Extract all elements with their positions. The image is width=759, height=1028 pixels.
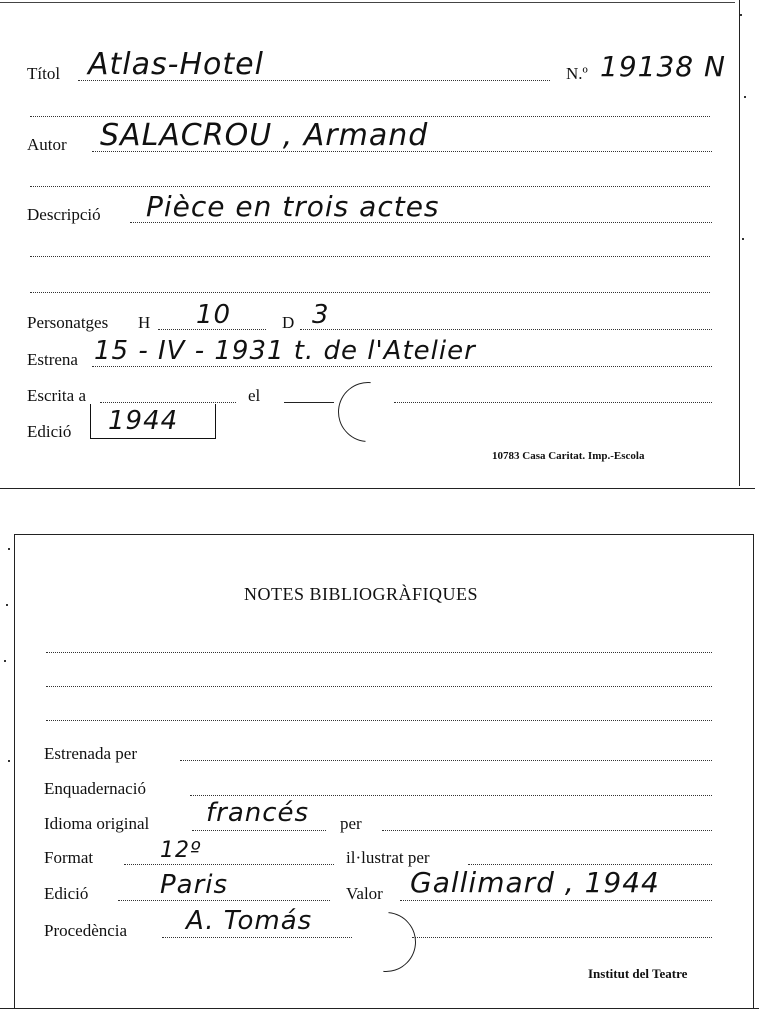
procedencia-value: A. Tomás	[186, 906, 313, 936]
numero-value: 19138 N	[600, 50, 726, 83]
per-label: per	[340, 814, 362, 833]
estrenada-line	[180, 760, 712, 761]
escrita-label: Escrita a	[27, 386, 86, 405]
autor-value: SALACROU , Armand	[100, 118, 429, 153]
estrena-line	[92, 366, 712, 367]
idioma-label: Idioma original	[44, 814, 150, 833]
edge-mark	[744, 96, 746, 98]
notes-heading: NOTES BIBLIOGRÀFIQUES	[244, 584, 479, 604]
card-back-bottom-edge	[0, 1008, 759, 1009]
estrena-label: Estrena	[27, 350, 78, 369]
estrena-value: 15 - IV - 1931 t. de l'Atelier	[94, 336, 476, 366]
titol-value: Atlas-Hotel	[88, 47, 264, 82]
edge-mark	[4, 660, 6, 662]
autor-label: Autor	[27, 135, 67, 154]
d-label: D	[282, 313, 295, 332]
edge-mark	[740, 14, 742, 16]
estrenada-label: Estrenada per	[44, 744, 137, 763]
edge-mark	[8, 548, 10, 550]
edge-mark	[8, 760, 10, 762]
blank-line-2	[30, 186, 710, 187]
format-label: Format	[44, 848, 94, 867]
edicio-label-back: Edició	[44, 884, 89, 903]
institution-name: Institut del Teatre	[588, 966, 688, 981]
numero-label: N.º	[566, 64, 588, 83]
d-value: 3	[312, 300, 330, 330]
personatges-label: Personatges	[27, 313, 109, 332]
enquadernacio-label: Enquadernació	[44, 779, 146, 798]
format-value: 12º	[160, 838, 202, 863]
valor-label: Valor	[346, 884, 383, 903]
descripcio-label: Descripció	[27, 205, 101, 224]
edicio-value-back: Paris	[160, 870, 229, 900]
printer-line: 10783 Casa Caritat. Imp.-Escola	[492, 450, 645, 462]
d-line	[300, 329, 712, 330]
el-label: el	[248, 386, 261, 405]
edicio-value-front: 1944	[108, 406, 179, 436]
edge-mark	[6, 604, 8, 606]
procedencia-label: Procedència	[44, 921, 128, 940]
idioma-value: francés	[206, 798, 310, 828]
blank-line-1	[30, 116, 710, 117]
h-label: H	[138, 313, 151, 332]
edicio-label-front: Edició	[27, 422, 72, 441]
per-line	[382, 830, 712, 831]
blank-line-4	[30, 292, 710, 293]
edicio-line-back	[118, 900, 330, 901]
illustrat-label: il·lustrat per	[346, 848, 430, 867]
blank-line-3	[30, 256, 710, 257]
format-line	[124, 864, 334, 865]
notes-line-2	[46, 686, 712, 687]
escrita-line	[100, 402, 236, 403]
notes-line-1	[46, 652, 712, 653]
card-front-top-edge	[0, 2, 735, 3]
titol-label: Títol	[27, 64, 61, 83]
procedencia-line	[162, 937, 352, 938]
el-line-right	[394, 402, 712, 403]
idioma-line	[192, 830, 326, 831]
el-line-left	[284, 402, 334, 403]
procedencia-line-right	[412, 937, 712, 938]
notes-line-3	[46, 720, 712, 721]
card-front-bottom-edge	[0, 488, 755, 489]
h-value: 10	[196, 300, 232, 330]
edge-mark	[742, 238, 744, 240]
descripcio-value: Pièce en trois actes	[146, 190, 440, 223]
valor-line	[400, 900, 712, 901]
enquadernacio-line	[190, 795, 712, 796]
valor-value: Gallimard , 1944	[410, 866, 660, 899]
illustrat-line	[468, 864, 712, 865]
